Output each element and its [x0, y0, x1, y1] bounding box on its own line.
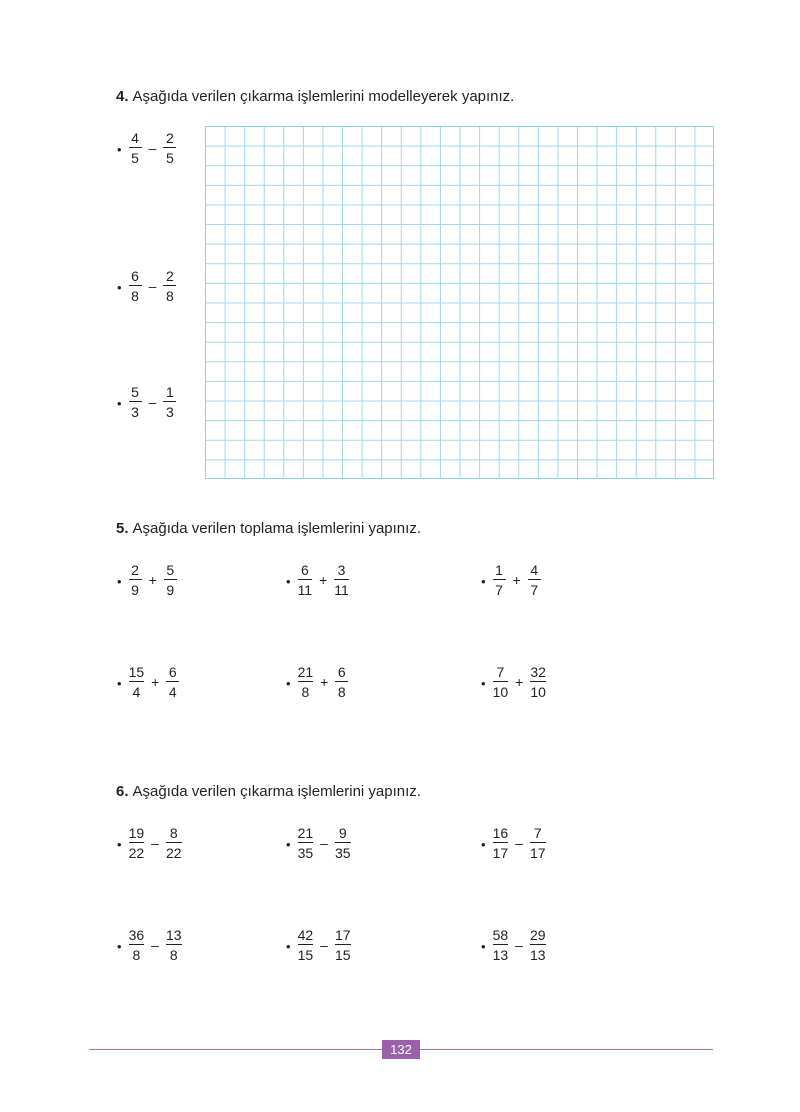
numerator: 2	[165, 268, 174, 284]
q4-expression-2	[117, 269, 178, 303]
denominator: 8	[166, 944, 182, 962]
question-4-title	[116, 88, 514, 105]
numerator: 6	[131, 268, 139, 284]
minus-sign: –	[320, 835, 328, 851]
bullet-icon: •	[117, 573, 122, 589]
fraction	[127, 826, 147, 860]
denominator: 3	[129, 401, 142, 419]
q5-expression-5	[286, 665, 350, 699]
denominator: 11	[298, 579, 313, 597]
fraction	[528, 665, 548, 699]
numerator: 16	[492, 825, 509, 841]
denominator: 15	[335, 944, 351, 962]
numerator: 2	[165, 130, 174, 146]
numerator: 4	[530, 562, 539, 578]
q6-expression-4	[117, 928, 184, 962]
q6-expression-3	[481, 826, 548, 860]
denominator: 8	[129, 285, 142, 303]
q6-expression-1	[117, 826, 184, 860]
bullet-icon: •	[117, 279, 122, 295]
numerator: 29	[529, 927, 546, 943]
minus-sign: –	[148, 394, 157, 410]
denominator: 8	[335, 681, 348, 699]
fraction	[161, 131, 178, 165]
plus-sign: +	[148, 572, 157, 588]
minus-sign: –	[151, 835, 159, 851]
denominator: 13	[530, 944, 546, 962]
fraction	[296, 563, 315, 597]
numerator: 5	[131, 384, 139, 400]
numerator: 13	[165, 927, 182, 943]
denominator: 7	[528, 579, 541, 597]
fraction	[127, 131, 144, 165]
denominator: 5	[129, 147, 142, 165]
q5-expression-6	[481, 665, 548, 699]
question-6-number: 6.	[116, 783, 129, 800]
numerator: 19	[128, 825, 145, 841]
fraction	[127, 665, 147, 699]
plus-sign: +	[320, 674, 329, 690]
question-5-number: 5.	[116, 520, 129, 537]
bullet-icon: •	[286, 836, 291, 852]
fraction	[528, 928, 548, 962]
minus-sign: –	[151, 937, 159, 953]
question-4-text: Aşağıda verilen çıkarma işlemlerini modelleyerek yapınız.	[132, 88, 515, 105]
denominator: 9	[129, 579, 142, 597]
fraction	[162, 563, 179, 597]
numerator: 8	[169, 825, 178, 841]
numerator: 3	[337, 562, 346, 578]
numerator: 6	[337, 664, 346, 680]
q6-expression-6	[481, 928, 548, 962]
denominator: 8	[129, 944, 145, 962]
numerator: 7	[533, 825, 542, 841]
q5-expression-1	[117, 563, 179, 597]
q5-expression-4	[117, 665, 181, 699]
numerator: 1	[165, 384, 174, 400]
denominator: 15	[298, 944, 314, 962]
question-6-text: Aşağıda verilen çıkarma işlemlerini yapınız.	[132, 783, 421, 800]
denominator: 22	[129, 842, 145, 860]
minus-sign: –	[515, 835, 523, 851]
numerator: 58	[492, 927, 509, 943]
bullet-icon: •	[117, 141, 122, 157]
fraction	[491, 826, 511, 860]
denominator: 9	[164, 579, 177, 597]
question-4-number: 4.	[116, 88, 129, 105]
denominator: 4	[129, 681, 145, 699]
q5-expression-2	[286, 563, 351, 597]
fraction	[127, 928, 147, 962]
bullet-icon: •	[481, 938, 486, 954]
q6-expression-2	[286, 826, 353, 860]
fraction	[127, 385, 144, 419]
bullet-icon: •	[286, 938, 291, 954]
fraction	[164, 665, 181, 699]
bullet-icon: •	[481, 573, 486, 589]
numerator: 15	[128, 664, 145, 680]
numerator: 36	[128, 927, 145, 943]
question-5-text: Aşağıda verilen toplama işlemlerini yapınız.	[132, 520, 421, 537]
numerator: 5	[166, 562, 175, 578]
fraction	[528, 826, 548, 860]
denominator: 35	[298, 842, 314, 860]
denominator: 4	[166, 681, 179, 699]
fraction	[296, 826, 316, 860]
fraction	[333, 928, 353, 962]
numerator: 42	[297, 927, 314, 943]
denominator: 8	[298, 681, 314, 699]
numerator: 6	[300, 562, 309, 578]
numerator: 2	[131, 562, 139, 578]
fraction	[491, 563, 508, 597]
denominator: 13	[493, 944, 509, 962]
q5-expression-3	[481, 563, 543, 597]
numerator: 1	[495, 562, 503, 578]
numerator: 32	[530, 664, 546, 680]
bullet-icon: •	[117, 938, 122, 954]
bullet-icon: •	[117, 395, 122, 411]
denominator: 11	[334, 579, 349, 597]
fraction	[164, 928, 184, 962]
fraction	[127, 563, 144, 597]
denominator: 5	[163, 147, 176, 165]
fraction	[332, 563, 351, 597]
plus-sign: +	[319, 572, 328, 588]
fraction	[491, 928, 511, 962]
bullet-icon: •	[481, 836, 486, 852]
bullet-icon: •	[117, 836, 122, 852]
q4-expression-3	[117, 385, 178, 419]
denominator: 10	[530, 681, 546, 699]
denominator: 3	[163, 401, 176, 419]
q6-expression-5	[286, 928, 353, 962]
question-6-title	[116, 783, 421, 800]
fraction	[491, 665, 511, 699]
footer-divider-left	[89, 1049, 382, 1050]
denominator: 7	[493, 579, 506, 597]
minus-sign: –	[148, 140, 157, 156]
numerator: 4	[131, 130, 139, 146]
fraction	[333, 826, 353, 860]
fraction	[164, 826, 184, 860]
plus-sign: +	[515, 674, 524, 690]
numerator: 17	[334, 927, 351, 943]
bullet-icon: •	[481, 675, 486, 691]
fraction	[333, 665, 350, 699]
q4-expression-1	[117, 131, 178, 165]
fraction	[296, 928, 316, 962]
fraction	[296, 665, 316, 699]
denominator: 10	[493, 681, 509, 699]
denominator: 35	[335, 842, 351, 860]
fraction	[127, 269, 144, 303]
numerator: 7	[496, 664, 505, 680]
minus-sign: –	[320, 937, 328, 953]
denominator: 17	[493, 842, 509, 860]
question-5-title	[116, 520, 421, 537]
bullet-icon: •	[286, 573, 291, 589]
fraction	[526, 563, 543, 597]
plus-sign: +	[151, 674, 160, 690]
numerator: 9	[338, 825, 347, 841]
numerator: 6	[168, 664, 177, 680]
denominator: 22	[166, 842, 182, 860]
minus-sign: –	[515, 937, 523, 953]
modeling-grid[interactable]	[205, 126, 714, 479]
denominator: 8	[163, 285, 176, 303]
bullet-icon: •	[286, 675, 291, 691]
numerator: 21	[297, 825, 314, 841]
page-number-badge: 132	[382, 1040, 420, 1059]
minus-sign: –	[148, 278, 157, 294]
fraction	[161, 269, 178, 303]
denominator: 17	[530, 842, 546, 860]
footer-divider-right	[420, 1049, 713, 1050]
numerator: 21	[297, 664, 314, 680]
bullet-icon: •	[117, 675, 122, 691]
plus-sign: +	[512, 572, 521, 588]
fraction	[161, 385, 178, 419]
